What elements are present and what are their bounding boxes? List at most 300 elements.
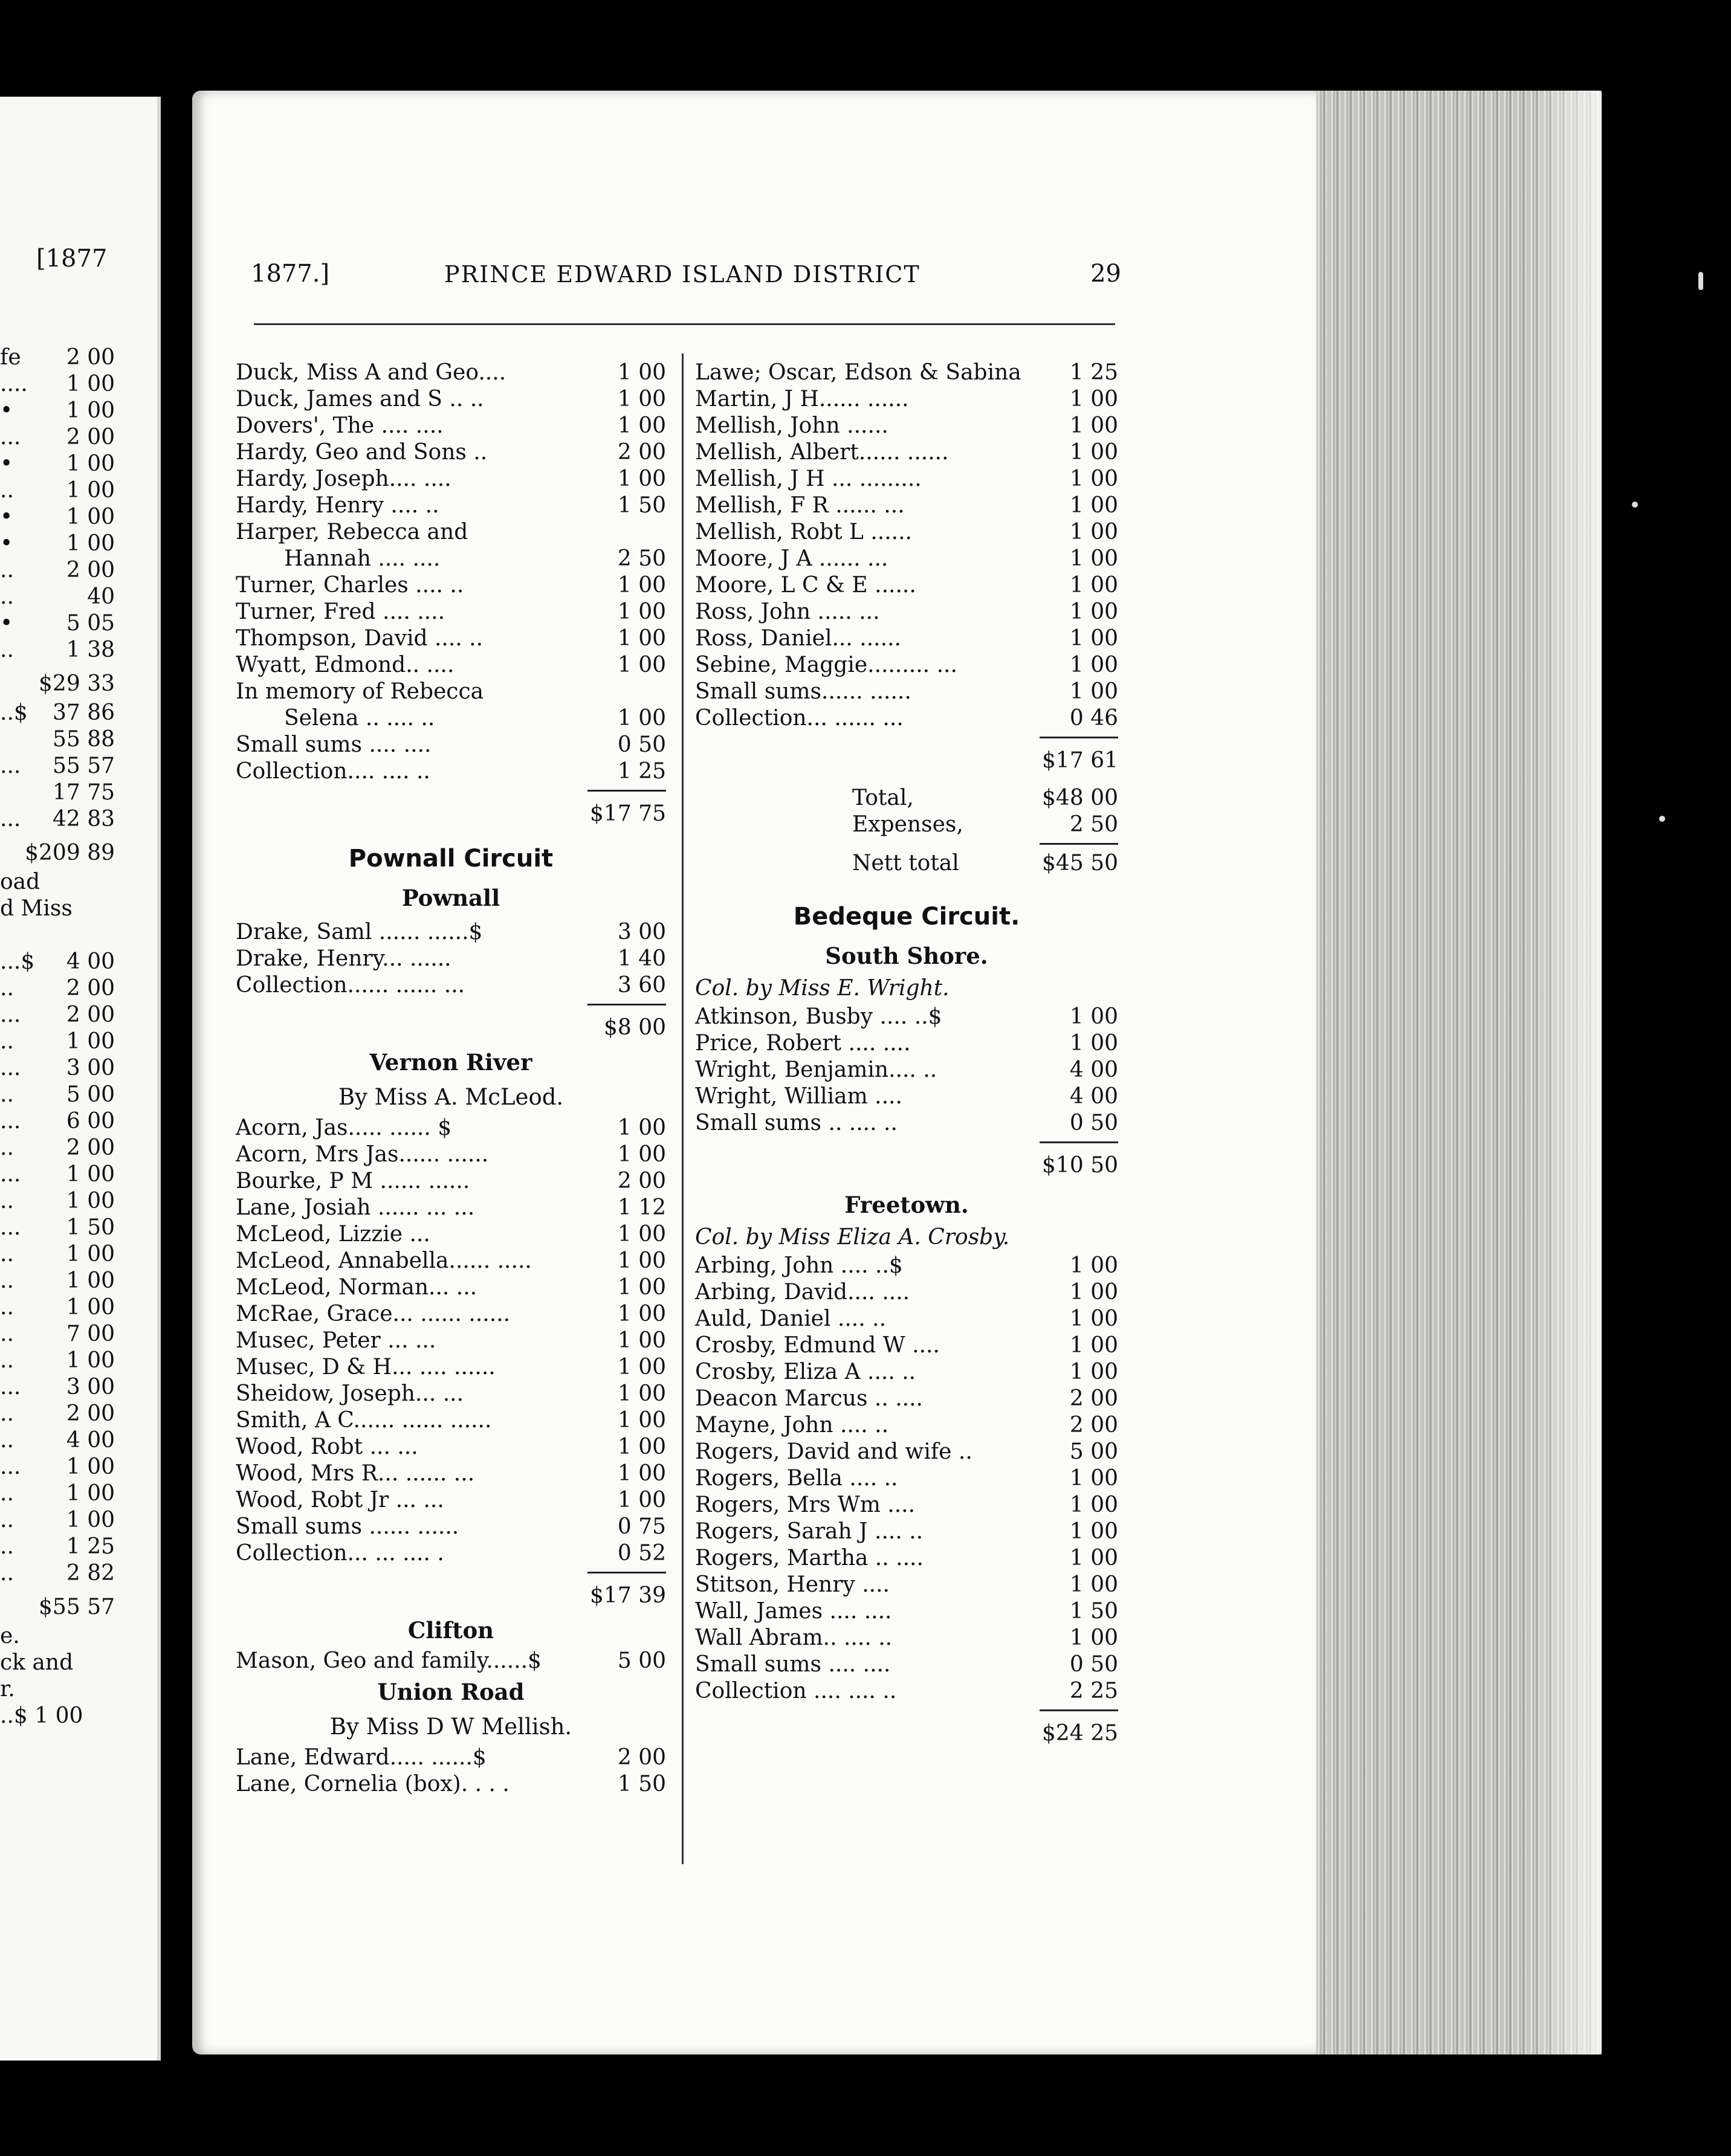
fragment-line: [0, 1135, 133, 1161]
fragment-line: [0, 1055, 133, 1082]
fragment-line: [0, 637, 133, 663]
fragment-subtotal: [0, 1587, 133, 1623]
contributor-entry: [236, 1648, 666, 1674]
contributor-name: Collection... ...... ...: [695, 706, 904, 731]
expenses-line: [695, 812, 1118, 838]
fragment-leader: ...: [0, 1109, 21, 1134]
fragment-amount: 2 82: [66, 1561, 115, 1586]
facing-page-fragment: [0, 344, 133, 1729]
left-column: [236, 360, 666, 1798]
contribution-amount: 1 40: [617, 946, 666, 971]
fragment-amount: 1 00: [66, 478, 115, 503]
contribution-amount: 1 00: [617, 1355, 666, 1380]
contributor-entry: [236, 972, 666, 999]
expenses-label: Expenses,: [852, 812, 963, 837]
contribution-amount: 1 00: [617, 360, 666, 385]
contributor-name: Mellish, J H ... .........: [695, 466, 922, 491]
total-label: Total,: [852, 786, 914, 810]
contribution-amount: 2 25: [1069, 1679, 1118, 1703]
subtotal: [695, 744, 1118, 778]
scan-speck: [1659, 816, 1665, 822]
fragment-leader: ..: [0, 1268, 14, 1293]
fragment-amount: 2 00: [66, 425, 115, 450]
scan-speck: [1698, 272, 1703, 290]
contributor-entry: [695, 360, 1118, 386]
contributor-name: Collection... ... .... .: [236, 1541, 444, 1566]
fragment-line: [0, 1374, 133, 1401]
fragment-amount: 1 00: [66, 372, 115, 396]
fragment-amount: 3 00: [66, 1375, 115, 1399]
contributor-name: Acorn, Mrs Jas...... ......: [236, 1142, 489, 1167]
collector-line: By Miss A. McLeod.: [338, 1084, 564, 1110]
subtotal-value: $17 61: [1042, 748, 1118, 773]
fragment-text: ck and: [0, 1650, 74, 1675]
fragment-line: [0, 1560, 133, 1587]
fragment-leader: ..: [0, 1135, 14, 1160]
sum-rule: [236, 785, 666, 797]
contributor-entry: [236, 1487, 666, 1514]
station-heading: Vernon River: [369, 1049, 532, 1076]
contributor-entry: [236, 1354, 666, 1381]
sum-rule: [695, 732, 1118, 744]
fragment-amount: 1 00: [66, 1348, 115, 1373]
contributor-name: Musec, D & H... .... ......: [236, 1355, 496, 1380]
contributor-name: Rogers, David and wife ..: [695, 1439, 972, 1464]
nett-total-value: $45 50: [1042, 851, 1118, 876]
contribution-amount: 1 00: [617, 573, 666, 598]
contribution-amount: 1 00: [1069, 493, 1118, 518]
contributor-name: Crosby, Edmund W ....: [695, 1333, 940, 1358]
contribution-amount: 4 00: [1069, 1084, 1118, 1109]
contributor-name: Rogers, Bella .... ..: [695, 1466, 898, 1491]
fragment-line: [0, 922, 133, 949]
contributor-entry: [695, 572, 1118, 599]
fragment-leader: ..: [0, 1029, 14, 1054]
contribution-amount: 1 00: [1069, 520, 1118, 544]
contributor-name: Mason, Geo and family......$: [236, 1648, 542, 1673]
contributor-name: McLeod, Norman... ...: [236, 1275, 477, 1300]
fragment-line: [0, 1028, 133, 1055]
contributor-name: Wood, Mrs R... ...... ...: [236, 1461, 475, 1486]
contributor-name: Mellish, Robt L ......: [695, 520, 912, 544]
contributor-name: Thompson, David .... ..: [236, 626, 484, 651]
contributor-entry: [236, 599, 666, 625]
contributor-entry: [695, 519, 1118, 546]
fragment-line: [0, 1703, 133, 1729]
fragment-leader: ..: [0, 1401, 14, 1426]
contributor-name: Lawe; Oscar, Edson & Sabina: [695, 360, 1021, 385]
contribution-amount: 2 00: [617, 1169, 666, 1193]
contribution-amount: 1 00: [617, 466, 666, 491]
fragment-amount: 1 00: [66, 1189, 115, 1213]
contributor-name: Musec, Peter ... ...: [236, 1328, 436, 1353]
contribution-amount: 1 00: [617, 1302, 666, 1326]
fragment-line: [0, 1676, 133, 1703]
contributor-entry: [695, 546, 1118, 572]
fragment-subtotal: [0, 833, 133, 869]
contributor-entry: [236, 439, 666, 466]
fragment-amount: 55 57: [52, 754, 115, 778]
fragment-leader: •: [0, 531, 13, 556]
contributor-name: Moore, J A ...... ...: [695, 546, 888, 571]
fragment-amount: 2 00: [66, 976, 115, 1001]
contributor-entry: [695, 679, 1118, 705]
contributor-entry: [695, 413, 1118, 439]
contributor-name: Wyatt, Edmond.. ....: [236, 653, 455, 677]
contributor-name: McLeod, Annabella...... .....: [236, 1248, 532, 1273]
facing-page-header: [1877: [36, 245, 108, 273]
fragment-line: [0, 1108, 133, 1135]
contribution-amount: 1 00: [1069, 653, 1118, 677]
contributor-name: Turner, Fred .... ....: [236, 599, 445, 624]
contributor-name: Moore, L C & E ......: [695, 573, 916, 598]
contributor-name: Hardy, Joseph.... ....: [236, 466, 451, 491]
fragment-leader: ...: [0, 1162, 21, 1187]
fragment-amount: 5 00: [66, 1082, 115, 1107]
contribution-amount: 1 25: [1069, 360, 1118, 385]
fragment-amount: 1 00: [66, 531, 115, 556]
subtotal: [695, 1717, 1118, 1751]
total-line: [695, 785, 1118, 812]
contributor-entry: [236, 1115, 666, 1141]
running-head-title: PRINCE EDWARD ISLAND DISTRICT: [444, 261, 921, 288]
fragment-leader: •: [0, 611, 13, 636]
contribution-amount: 1 00: [1069, 1466, 1118, 1491]
contributor-entry: [236, 705, 666, 732]
contribution-amount: 5 00: [1069, 1439, 1118, 1464]
fragment-amount: 4 00: [66, 1428, 115, 1453]
contribution-amount: 0 75: [617, 1514, 666, 1539]
fragment-line: [0, 726, 133, 753]
running-head-year: 1877.]: [251, 260, 330, 288]
fragment-text: d Miss: [0, 896, 73, 921]
subtotal-value: $17 75: [590, 801, 666, 826]
contributor-name: Dovers', The .... ....: [236, 413, 444, 438]
contributor-entry: [236, 1771, 666, 1798]
fragment-line: [0, 869, 133, 896]
sum-rule: [695, 1137, 1118, 1149]
contributor-list: [695, 360, 1118, 732]
fragment-leader: ..: [0, 1508, 14, 1532]
station-heading: Pownall: [401, 885, 500, 911]
contribution-amount: 1 00: [617, 1328, 666, 1353]
contribution-amount: 2 00: [617, 1745, 666, 1770]
contributor-list: [236, 919, 666, 999]
contributor-name: McRae, Grace... ...... ......: [236, 1302, 511, 1326]
contributor-name: Drake, Henry... ......: [236, 946, 451, 971]
contributor-entry: [236, 1514, 666, 1540]
fragment-leader: ..: [0, 478, 14, 503]
contributor-entry: [236, 1195, 666, 1221]
contribution-amount: 1 00: [617, 413, 666, 438]
contributor-entry: [236, 1744, 666, 1771]
station-heading: Union Road: [377, 1679, 525, 1705]
contribution-amount: 1 00: [617, 653, 666, 677]
contributor-entry: [695, 1004, 1118, 1030]
contributor-name: Stitson, Henry ....: [695, 1572, 890, 1597]
contributor-entry: [236, 386, 666, 413]
contribution-amount: 1 00: [617, 1275, 666, 1300]
fragment-amount: 2 00: [66, 1135, 115, 1160]
contribution-amount: 1 00: [617, 1222, 666, 1247]
contributor-entry: [236, 519, 666, 546]
subtotal-value: $24 25: [1042, 1721, 1118, 1746]
contributor-name: Small sums...... ......: [695, 679, 911, 704]
fragment-subtotal-value: $29 33: [39, 671, 115, 696]
contribution-amount: 1 00: [1069, 1031, 1118, 1056]
subtotal-value: $17 39: [590, 1583, 666, 1608]
fragment-text: oad: [0, 870, 40, 894]
contribution-amount: 1 00: [617, 706, 666, 731]
contributor-name: Duck, James and S .. ..: [236, 387, 484, 412]
contributor-name: Acorn, Jas..... ...... $: [236, 1115, 452, 1140]
contributor-list: [236, 1744, 666, 1798]
contribution-amount: 1 00: [1069, 1546, 1118, 1570]
header-rule: [254, 323, 1115, 325]
contributor-entry: [236, 1248, 666, 1274]
contributor-name: Lane, Edward..... ......$: [236, 1745, 487, 1770]
fragment-amount: 55 88: [52, 727, 115, 752]
fragment-amount: 1 25: [66, 1534, 115, 1559]
fragment-leader: ..: [0, 1534, 14, 1559]
contribution-amount: 1 00: [617, 1435, 666, 1459]
contribution-amount: 2 00: [1069, 1386, 1118, 1411]
fragment-amount: 1 50: [66, 1215, 115, 1240]
contribution-amount: 1 50: [617, 1772, 666, 1796]
fragment-line: [0, 557, 133, 584]
contributor-entry: [236, 625, 666, 652]
fragment-line: [0, 753, 133, 779]
fragment-amount: 2 00: [66, 1002, 115, 1027]
book-page-edges: [1275, 91, 1602, 2054]
contributor-name: Collection...... ...... ...: [236, 973, 465, 998]
contributor-entry: [236, 758, 666, 785]
fragment-leader: ...$: [0, 949, 35, 974]
fragment-leader: ..: [0, 976, 14, 1001]
contributor-list: [236, 1648, 666, 1674]
contributor-entry: [695, 1465, 1118, 1492]
sum-rule: [695, 838, 1118, 850]
contributor-entry: [695, 599, 1118, 625]
contribution-amount: 0 50: [617, 732, 666, 757]
contribution-amount: 1 00: [1069, 626, 1118, 651]
contributor-name: Wright, Benjamin.... ..: [695, 1057, 937, 1082]
contribution-amount: 1 00: [617, 1142, 666, 1167]
contribution-amount: 0 50: [1069, 1111, 1118, 1135]
fragment-leader: ...: [0, 425, 21, 450]
contributor-name: McLeod, Lizzie ...: [236, 1222, 430, 1247]
contributor-list: [236, 1115, 666, 1567]
fragment-text: r.: [0, 1677, 15, 1702]
fragment-leader: •: [0, 398, 13, 423]
contributor-list: [695, 1004, 1118, 1137]
contribution-amount: 3 00: [617, 920, 666, 944]
contributor-entry: [236, 546, 666, 572]
expenses-value: 2 50: [1069, 812, 1118, 837]
fragment-amount: 1 00: [66, 1295, 115, 1320]
fragment-leader: ...: [0, 1056, 21, 1080]
fragment-line: [0, 1241, 133, 1268]
contribution-amount: 1 00: [1069, 1572, 1118, 1597]
contribution-amount: 1 00: [1069, 1306, 1118, 1331]
contributor-entry: [236, 1328, 666, 1354]
fragment-amount: 6 00: [66, 1109, 115, 1134]
fragment-leader: •: [0, 451, 13, 476]
contributor-entry: [695, 1332, 1118, 1359]
contributor-entry: [236, 652, 666, 679]
fragment-leader: ..: [0, 1189, 14, 1213]
fragment-line: [0, 975, 133, 1002]
fragment-leader: ...: [0, 754, 21, 778]
sum-rule: [236, 999, 666, 1011]
contributor-name: Wall Abram.. .... ..: [695, 1625, 893, 1650]
contribution-amount: 2 00: [1069, 1413, 1118, 1438]
contributor-name: Arbing, John .... ..$: [695, 1253, 903, 1278]
fragment-subtotal: [0, 663, 133, 700]
contributor-entry: [236, 360, 666, 386]
contributor-name: Ross, Daniel... ......: [695, 626, 901, 651]
contributor-name: Martin, J H...... ......: [695, 387, 909, 412]
contributor-name: Wright, William ....: [695, 1084, 902, 1109]
contributor-name: Wall, James .... ....: [695, 1599, 892, 1624]
contributor-entry: [695, 1545, 1118, 1572]
fragment-leader: ....: [0, 372, 28, 396]
contributor-list: [236, 360, 666, 785]
contributor-entry: [695, 1279, 1118, 1306]
fragment-line: [0, 451, 133, 477]
station-heading: South Shore.: [825, 943, 988, 969]
fragment-leader: fe: [0, 345, 21, 370]
fragment-line: [0, 398, 133, 424]
contributor-name: Auld, Daniel .... ..: [695, 1306, 887, 1331]
contribution-amount: 1 00: [1069, 599, 1118, 624]
fragment-line: [0, 504, 133, 531]
fragment-leader: ...: [0, 1454, 21, 1479]
contributor-name: Mellish, John ......: [695, 413, 888, 438]
subtotal: [236, 797, 666, 831]
fragment-amount: 1 00: [66, 1029, 115, 1054]
subtotal-value: $10 50: [1042, 1153, 1118, 1178]
fragment-leader: ...: [0, 1375, 21, 1399]
fragment-leader: ..$: [0, 700, 28, 725]
contributor-entry: [695, 1412, 1118, 1439]
station-heading: Clifton: [407, 1617, 494, 1644]
contributor-entry: [236, 1540, 666, 1567]
contribution-amount: 1 00: [617, 1248, 666, 1273]
contributor-name: Collection.... .... ..: [236, 759, 430, 784]
fragment-amount: 1 00: [66, 1242, 115, 1267]
running-head: [251, 260, 1121, 296]
fragment-amount: 42 83: [52, 807, 115, 831]
fragment-amount: 40: [87, 584, 115, 609]
contributor-entry: [236, 732, 666, 758]
fragment-amount: 1 00: [66, 1508, 115, 1532]
contributor-entry: [695, 492, 1118, 519]
subtotal: [695, 1149, 1118, 1183]
fragment-line: [0, 779, 133, 806]
contribution-amount: 1 00: [617, 1115, 666, 1140]
right-column: [695, 360, 1118, 1751]
fragment-line: [0, 1507, 133, 1534]
fragment-amount: 1 00: [66, 398, 115, 423]
scan-speck: [1632, 502, 1638, 508]
contributor-name: Price, Robert .... ....: [695, 1031, 911, 1056]
collector-line: Col. by Miss Eliza A. Crosby.: [695, 1225, 1010, 1250]
contributor-name: Harper, Rebecca and: [236, 520, 468, 544]
fragment-leader: ..: [0, 1561, 14, 1586]
fragment-line: [0, 1401, 133, 1427]
contributor-name: Mayne, John .... ..: [695, 1413, 889, 1438]
contributor-name: Wood, Robt ... ...: [236, 1435, 418, 1459]
fragment-leader: ..: [0, 1428, 14, 1453]
contribution-amount: 1 00: [1069, 573, 1118, 598]
contributor-name: Lane, Josiah ...... ... ...: [236, 1195, 475, 1220]
circuit-heading: Bedeque Circuit.: [793, 903, 1020, 931]
fragment-amount: 17 75: [52, 780, 115, 805]
fragment-leader: ..: [0, 1322, 14, 1346]
fragment-amount: 1 38: [66, 637, 115, 662]
fragment-leader: ..: [0, 1295, 14, 1320]
contributor-entry: [695, 1572, 1118, 1598]
contributor-entry: [695, 1598, 1118, 1625]
fragment-text: e.: [0, 1624, 20, 1648]
fragment-amount: 1 00: [66, 1481, 115, 1506]
contributor-name: Crosby, Eliza A .... ..: [695, 1360, 916, 1384]
fragment-line: [0, 896, 133, 922]
contributor-entry: [695, 1306, 1118, 1332]
contributor-list: [695, 1253, 1118, 1705]
column-divider: [682, 353, 684, 1864]
contribution-amount: 1 00: [1069, 440, 1118, 465]
contributor-entry: [236, 1407, 666, 1434]
contribution-amount: 1 00: [617, 387, 666, 412]
contribution-amount: 1 00: [1069, 1253, 1118, 1278]
contributor-name: Atkinson, Busby .... ..$: [695, 1004, 942, 1029]
contributor-entry: [695, 1439, 1118, 1465]
fragment-line: [0, 1268, 133, 1294]
contributor-entry: [236, 1274, 666, 1301]
contributor-entry: [236, 1221, 666, 1248]
contributor-entry: [695, 1386, 1118, 1412]
contributor-entry: [236, 1381, 666, 1407]
contributor-name: Rogers, Mrs Wm ....: [695, 1493, 916, 1517]
contributor-name: Sebine, Maggie......... ...: [695, 653, 957, 677]
contributor-name: Small sums ...... ......: [236, 1514, 459, 1539]
contribution-amount: 4 00: [1069, 1057, 1118, 1082]
fragment-amount: 1 00: [66, 1268, 115, 1293]
fragment-amount: 1 00: [66, 451, 115, 476]
nett-total-label: Nett total: [852, 851, 959, 876]
contribution-amount: 1 00: [1069, 413, 1118, 438]
fragment-subtotal-value: $55 57: [39, 1595, 115, 1619]
contributor-entry: [695, 386, 1118, 413]
contributor-name: Rogers, Martha .. ....: [695, 1546, 924, 1570]
fragment-amount: 37 86: [52, 700, 115, 725]
contribution-amount: 1 00: [1069, 1280, 1118, 1305]
contribution-amount: 0 50: [1069, 1652, 1118, 1677]
contributor-entry: [236, 1434, 666, 1460]
fragment-leader: ..: [0, 1242, 14, 1267]
fragment-amount: 4 00: [66, 949, 115, 974]
collector-line: Col. by Miss E. Wright.: [695, 976, 950, 1001]
contributor-name: Turner, Charles .... ..: [236, 573, 464, 598]
fragment-amount: 3 00: [66, 1056, 115, 1080]
fragment-line: [0, 1348, 133, 1374]
fragment-line: [0, 344, 133, 371]
contribution-amount: 3 60: [617, 973, 666, 998]
fragment-amount: 7 00: [66, 1322, 115, 1346]
nett-total-line: [695, 850, 1118, 877]
